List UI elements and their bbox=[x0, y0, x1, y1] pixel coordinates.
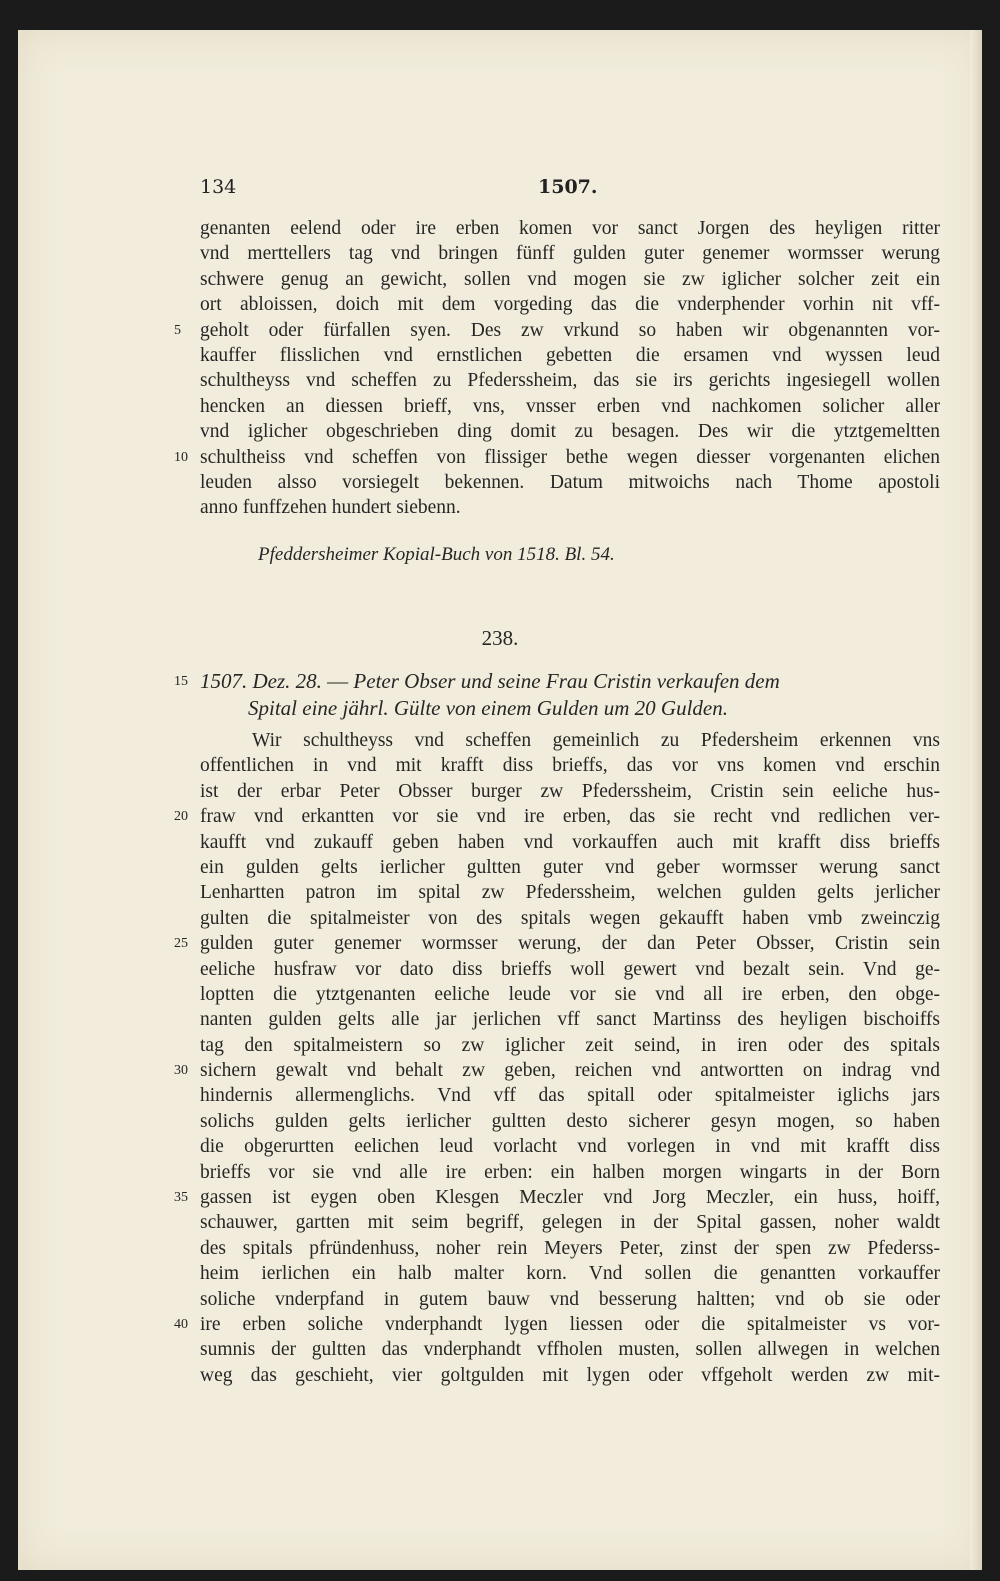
line-text: gulten die spitalmeister von des spitals wegen gekaufft haben vmb zweinczig bbox=[200, 907, 940, 929]
line-text: hindernis allermenglichs. Vnd vff das spitall oder spitalmeister iglichs jars bbox=[200, 1085, 940, 1107]
line-text: kaufft vnd zukauff geben haben vnd vorkauffen auch mit krafft diss brieffs bbox=[200, 831, 940, 853]
text-line bbox=[200, 470, 940, 495]
line-text: tag den spitalmeistern so zw iglicher zeit seind, in iren oder des spitals bbox=[200, 1034, 940, 1056]
running-year: 1507. bbox=[538, 176, 598, 198]
text-line bbox=[200, 1083, 940, 1108]
text-line bbox=[200, 982, 940, 1007]
regest-date: 1507. Dez. 28. bbox=[200, 669, 322, 693]
line-number: 15 bbox=[174, 674, 188, 689]
line-text: ire erben soliche vnderphandt lygen liessen oder die spitalmeister vs vor- bbox=[200, 1313, 940, 1335]
text-line bbox=[200, 753, 940, 778]
text-line bbox=[200, 1134, 940, 1159]
text-line bbox=[200, 419, 940, 444]
page-number: 134 bbox=[200, 176, 237, 198]
text-line bbox=[200, 1007, 940, 1032]
line-text: des spitals pfründenhuss, noher rein Meyers Peter, zinst der spen zw Pfederss- bbox=[200, 1237, 940, 1259]
regest-heading bbox=[174, 668, 940, 722]
line-text: schultheyss vnd scheffen zu Pfederssheim, das sie irs gerichts ingesiegell wollen bbox=[200, 370, 940, 392]
line-text: ort abloissen, doich mit dem vorgeding das die vnderphender vorhin nit vff- bbox=[200, 294, 940, 316]
line-text: ist der erbar Peter Obsser burger zw Pfederssheim, Cristin sein eeliche hus- bbox=[200, 780, 940, 802]
line-text: fraw vnd erkantten vor sie vnd ire erben, das sie recht vnd redlichen ver- bbox=[200, 806, 940, 828]
text-line bbox=[200, 779, 940, 804]
text-line bbox=[200, 1160, 940, 1185]
line-text: weg das geschieht, vier goltgulden mit lygen oder vffgeholt werden zw mit- bbox=[200, 1364, 940, 1386]
line-number: 25 bbox=[174, 936, 188, 952]
text-line bbox=[174, 445, 940, 470]
line-text: vnd merttellers tag vnd bringen fünff gulden guter genemer wormsser werung bbox=[200, 243, 940, 265]
line-number: 10 bbox=[174, 449, 188, 465]
line-text: eeliche husfraw vor dato diss brieffs woll gewert vnd bezalt sein. Vnd ge- bbox=[200, 958, 940, 980]
line-text: nanten gulden gelts alle jar jerlichen vff sanct Martinss des heyligen bischoiffs bbox=[200, 1009, 940, 1031]
line-text: offentlichen in vnd mit krafft diss brieffs, das vor vns komen vnd erschin bbox=[200, 755, 940, 777]
text-line bbox=[200, 394, 940, 419]
text-block-document-238 bbox=[174, 728, 940, 1388]
text-line bbox=[200, 1033, 940, 1058]
regest-dash: — bbox=[321, 669, 354, 693]
text-line bbox=[200, 343, 940, 368]
text-line bbox=[200, 216, 940, 241]
text-line bbox=[174, 1058, 940, 1083]
text-block-continuation bbox=[174, 216, 940, 521]
line-number: 20 bbox=[174, 809, 188, 825]
text-line bbox=[200, 880, 940, 905]
line-text: heim ierlichen ein halb malter korn. Vnd sollen die genantten vorkauffer bbox=[200, 1263, 940, 1285]
line-text: soliche vnderpfand in gutem bauw vnd besserung haltten; vnd ob sie oder bbox=[200, 1288, 940, 1310]
line-text: anno funffzehen hundert siebenn. bbox=[200, 497, 461, 519]
text-line bbox=[174, 804, 940, 829]
page-edge-shadow bbox=[970, 30, 982, 1570]
text-line bbox=[200, 292, 940, 317]
line-number: 30 bbox=[174, 1063, 188, 1079]
line-number: 40 bbox=[174, 1316, 188, 1332]
line-text: gassen ist eygen oben Klesgen Meczler vnd Jorg Meczler, ein huss, hoiff, bbox=[200, 1187, 940, 1209]
text-line bbox=[200, 267, 940, 292]
regest-summary-a: Peter Obser und seine Frau Cristin verkaufen dem bbox=[353, 669, 780, 693]
line-text: schwere genug an gewicht, sollen vnd mogen sie zw iglicher solcher zeit ein bbox=[200, 268, 940, 290]
text-line bbox=[200, 1210, 940, 1235]
text-line bbox=[200, 906, 940, 931]
line-text: sichern gewalt vnd behalt zw geben, reichen vnd antwortten on indrag vnd bbox=[200, 1060, 940, 1082]
text-line bbox=[174, 1312, 940, 1337]
text-line bbox=[174, 318, 940, 343]
text-line bbox=[200, 368, 940, 393]
text-line bbox=[174, 931, 940, 956]
line-number: 35 bbox=[174, 1190, 188, 1206]
source-citation: Pfeddersheimer Kopial-Buch von 1518. Bl. 54. bbox=[258, 544, 615, 565]
line-text: hencken an diessen brieff, vns, vnsser erben vnd nachkomen solicher aller bbox=[200, 395, 940, 417]
text-line bbox=[200, 957, 940, 982]
regest-line-2 bbox=[200, 695, 940, 722]
text-line bbox=[200, 1363, 940, 1388]
line-text: sumnis der gultten das vnderphandt vffholen musten, sollen allwegen in welchen bbox=[200, 1339, 940, 1361]
line-text: die obgerurtten eelichen leud vorlacht vnd vorlegen in vnd mit krafft diss bbox=[200, 1136, 940, 1158]
book-page bbox=[18, 30, 982, 1570]
regest-summary-b: Spital eine jährl. Gülte von einem Gulden um 20 Gulden. bbox=[248, 696, 728, 720]
text-line bbox=[200, 1337, 940, 1362]
line-text: gulden guter genemer wormsser werung, der dan Peter Obsser, Cristin sein bbox=[200, 933, 940, 955]
line-number: 5 bbox=[174, 322, 181, 338]
text-line bbox=[200, 855, 940, 880]
text-line bbox=[200, 728, 940, 753]
line-text: loptten die ytztgenanten eeliche leude vor sie vnd all ire erben, den obge- bbox=[200, 983, 940, 1005]
document-number: 238. bbox=[481, 626, 519, 650]
line-text: leuden alsso vorsiegelt bekennen. Datum mitwoichs nach Thome apostoli bbox=[200, 471, 940, 493]
line-text: Lenhartten patron im spital zw Pfederssheim, welchen gulden gelts jerlicher bbox=[200, 882, 940, 904]
page-header bbox=[18, 176, 982, 206]
text-line bbox=[200, 1261, 940, 1286]
line-text: kauffer flisslichen vnd ernstlichen gebetten die ersamen vnd wyssen leud bbox=[200, 344, 940, 366]
line-text: brieffs vor sie vnd alle ire erben: ein halben morgen wingarts in der Born bbox=[200, 1161, 940, 1183]
text-line bbox=[200, 1109, 940, 1134]
text-line bbox=[174, 1185, 940, 1210]
line-text: genanten eelend oder ire erben komen vor sanct Jorgen des heyligen ritter bbox=[200, 218, 940, 239]
text-line bbox=[200, 1287, 940, 1312]
line-text: geholt oder fürfallen syen. Des zw vrkund so haben wir obgenannten vor- bbox=[200, 319, 940, 341]
text-line bbox=[200, 830, 940, 855]
text-line bbox=[200, 495, 940, 520]
line-text: schultheiss vnd scheffen von flissiger bethe wegen diesser vorgenanten elichen bbox=[200, 446, 940, 468]
text-line bbox=[200, 1236, 940, 1261]
regest-line-1 bbox=[174, 668, 940, 695]
text-line bbox=[200, 241, 940, 266]
line-text: ein gulden gelts ierlicher gultten guter vnd geber wormsser werung sanct bbox=[200, 856, 940, 878]
line-text: vnd iglicher obgeschrieben ding domit zu besagen. Des wir die ytztgemeltten bbox=[200, 421, 940, 443]
line-text: schauwer, gartten mit seim begriff, gelegen in der Spital gassen, noher waldt bbox=[200, 1212, 940, 1234]
line-text: Wir schultheyss vnd scheffen gemeinlich zu Pfedersheim erkennen vns bbox=[252, 730, 940, 751]
line-text: solichs gulden gelts ierlicher gultten desto sicherer gesyn mogen, so haben bbox=[200, 1110, 940, 1132]
